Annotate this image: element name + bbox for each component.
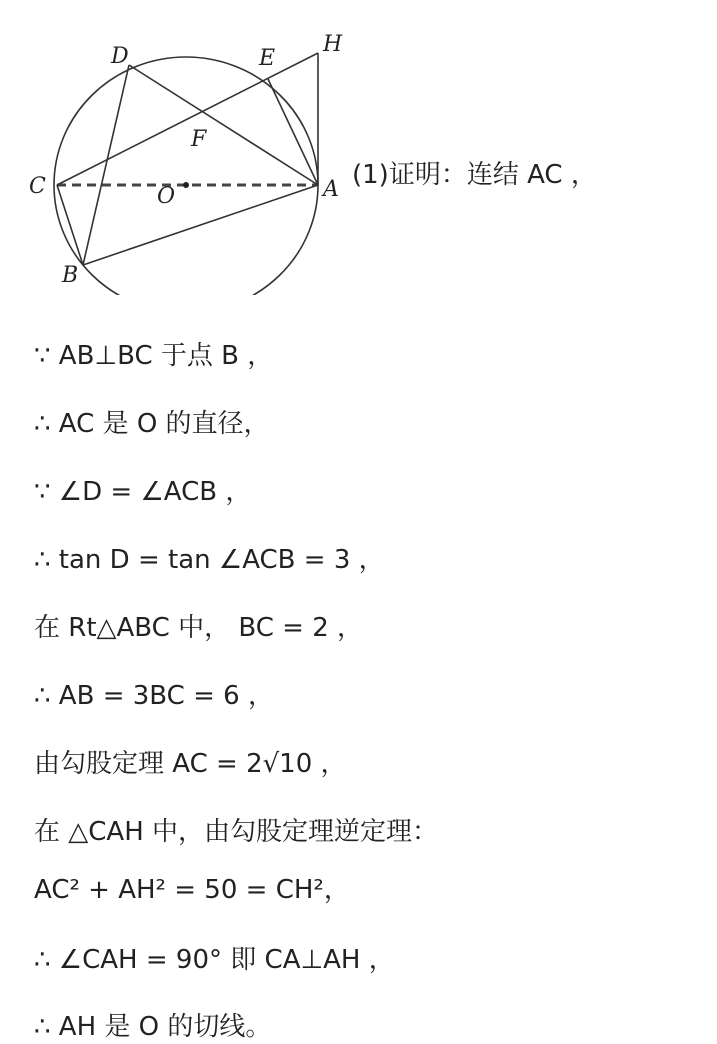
proof-line: ∴ ∠CAH = 90° 即 CA⊥AH ，: [34, 945, 395, 975]
proof-line: 在 △CAH 中，由勾股定理逆定理：: [34, 817, 439, 847]
segment-db: [83, 65, 129, 265]
label-c: C: [29, 174, 46, 199]
proof-line: ∴ AH 是 O 的切线。: [34, 1012, 272, 1042]
proof-line: 在 Rt△ABC 中， BC = 2 ，: [34, 613, 364, 643]
segment-ba: [83, 185, 318, 265]
label-f: F: [191, 127, 207, 152]
label-b: B: [62, 263, 79, 288]
proof-line: AC² + AH² = 50 = CH²，: [34, 875, 350, 905]
circle-o: [54, 57, 318, 295]
label-o: O: [157, 184, 176, 209]
center-dot: [183, 182, 189, 188]
proof-line: ∵ AB⊥BC 于点 B ，: [34, 341, 274, 371]
proof-line: ∴ AC 是 O 的直径，: [34, 409, 270, 439]
segment-ch: [57, 53, 318, 185]
label-h: H: [323, 32, 343, 57]
proof-line-intro: (1)证明：连结 AC ，: [352, 160, 597, 190]
label-e: E: [259, 46, 276, 71]
proof-line: ∴ tan D = tan ∠ACB = 3 ，: [34, 545, 385, 575]
proof-line: ∵ ∠D = ∠ACB ，: [34, 477, 252, 507]
proof-line: 由勾股定理 AC = 2√10 ，: [34, 749, 347, 779]
geometry-figure: [25, 25, 365, 295]
label-d: D: [111, 44, 129, 69]
label-a: A: [323, 177, 339, 202]
proof-line: ∴ AB = 3BC = 6 ，: [34, 681, 274, 711]
